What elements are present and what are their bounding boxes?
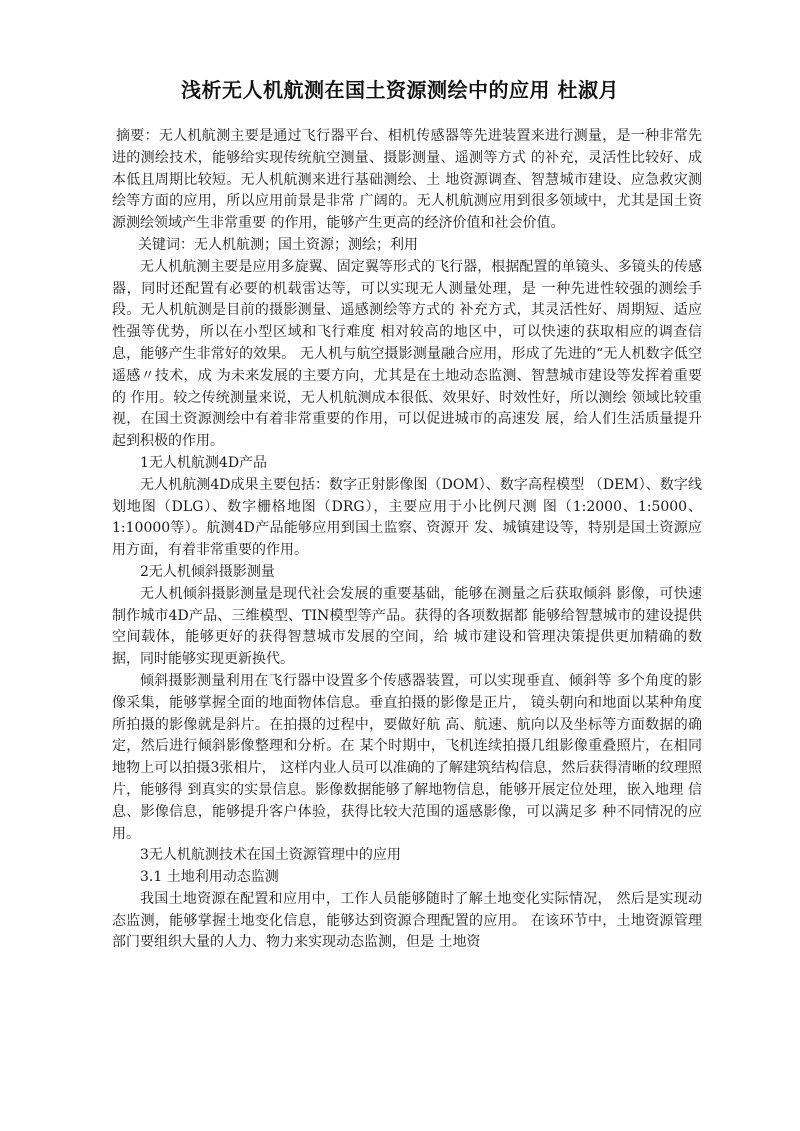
- section-heading-3-1: 3.1 土地利用动态监测: [140, 869, 279, 886]
- section-1-paragraph-1: 无人机航测4D成果主要包括：数字正射影像图（DOM）、数字高程模型 （DEM）、数字线划地图（DLG）、数字栅格地图（DRG），主要应用于小比例尺测 图（1:2000、1:5000、1:10000等）。航测4D产品能够应用到国土监察、资源开 发、城镇建设等，特别是国土资源应用方面，有着非常重要的作用。: [112, 476, 702, 559]
- section-3-1-paragraph-1: 我国土地资源在配置和应用中，工作人员能够随时了解土地变化实际情况， 然后是实现动态监测，能够掌握土地变化信息，能够达到资源合理配置的应用。 在该环节中，土地资源管理部门要组织大量的人力、物力来实现动态监测，但是 土地资: [112, 890, 702, 951]
- section-heading-2: 2无人机倾斜摄影测量: [140, 563, 275, 580]
- section-2-paragraph-2: 倾斜摄影测量利用在飞行器中设置多个传感器装置，可以实现垂直、倾斜等 多个角度的影像采集，能够掌握全面的地面物体信息。垂直拍摄的影像是正片， 镜头朝向和地面以某种角度所拍摄的影像就是斜片。在拍摄的过程中，要做好航 高、航速、航向以及坐标等方面数据的确定，然后进行倾斜影像整理和分析。在 某个时期中，飞机连续拍摄几组影像重叠照片，在相同地物上可以拍摄3张相片， 这样内业人员可以准确的了解建筑结构信息，然后获得清晰的纹理照片，能够得 到真实的实景信息。影像数据能够了解地物信息，能够开展定位处理，嵌入地理 信息、影像信息，能够提升客户体验，获得比较大范围的遥感影像，可以满足多 种不同情况的应用。: [112, 672, 702, 842]
- section-heading-3: 3无人机航测技术在国土资源管理中的应用: [140, 847, 401, 864]
- abstract-paragraph: 摘要：无人机航测主要是通过飞行器平台、相机传感器等先进装置来进行测量，是一种非常先进的测绘技术，能够给实现传统航空测量、摄影测量、遥测等方式 的补充，灵活性比较好、成本低且周期比较短。无人机航测来进行基础测绘、土 地资源调查、智慧城市建设、应急救灾测绘等方面的应用，所以应用前景是非常 广阔的。无人机航测应用到很多领域中，尤其是国土资源测绘领域产生非常重要 的作用，能够产生更高的经济价值和社会价值。: [112, 128, 702, 232]
- section-2-paragraph-1: 无人机倾斜摄影测量是现代社会发展的重要基础，能够在测量之后获取倾斜 影像，可快速制作城市4D产品、三维模型、TIN模型等产品。获得的各项数据都 能够给智慧城市的建设提供空间载体，能够更好的获得智慧城市发展的空间，给 城市建设和管理决策提供更加精确的数据，同时能够实现更新换代。: [112, 585, 702, 668]
- section-heading-1: 1无人机航测4D产品: [140, 454, 268, 471]
- intro-paragraph: 无人机航测主要是应用多旋翼、固定翼等形式的飞行器，根据配置的单镜头、多镜头的传感器，同时还配置有必要的机载雷达等，可以实现无人测量处理，是 一种先进性较强的测绘手段。无人机航测是目前的摄影测量、遥感测绘等方式的 补充方式，其灵活性好、周期短、适应性强等优势，所以在小型区域和飞行难度 相对较高的地区中，可以快速的获取相应的调查信息，能够产生非常好的效果。 无人机与航空摄影测量融合应用，形成了先进的“无人机数字低空遥感〃技术，成 为未来发展的主要方向，尤其是在土地动态监测、智慧城市建设等发挥着重要的 作用。较之传统测量来说，无人机航测成本很低、效果好、时效性好，所以测绘 领域比较重视，在国土资源测绘中有着非常重要的作用，可以促进城市的高速发 展，给人们生活质量提升起到积极的作用。: [112, 258, 702, 450]
- document-body: [112, 126, 702, 954]
- keywords-line: 关键词：无人机航测；国土资源；测绘；利用: [138, 236, 418, 253]
- document-title: 浅析无人机航测在国土资源测绘中的应用 杜淑月: [181, 78, 619, 102]
